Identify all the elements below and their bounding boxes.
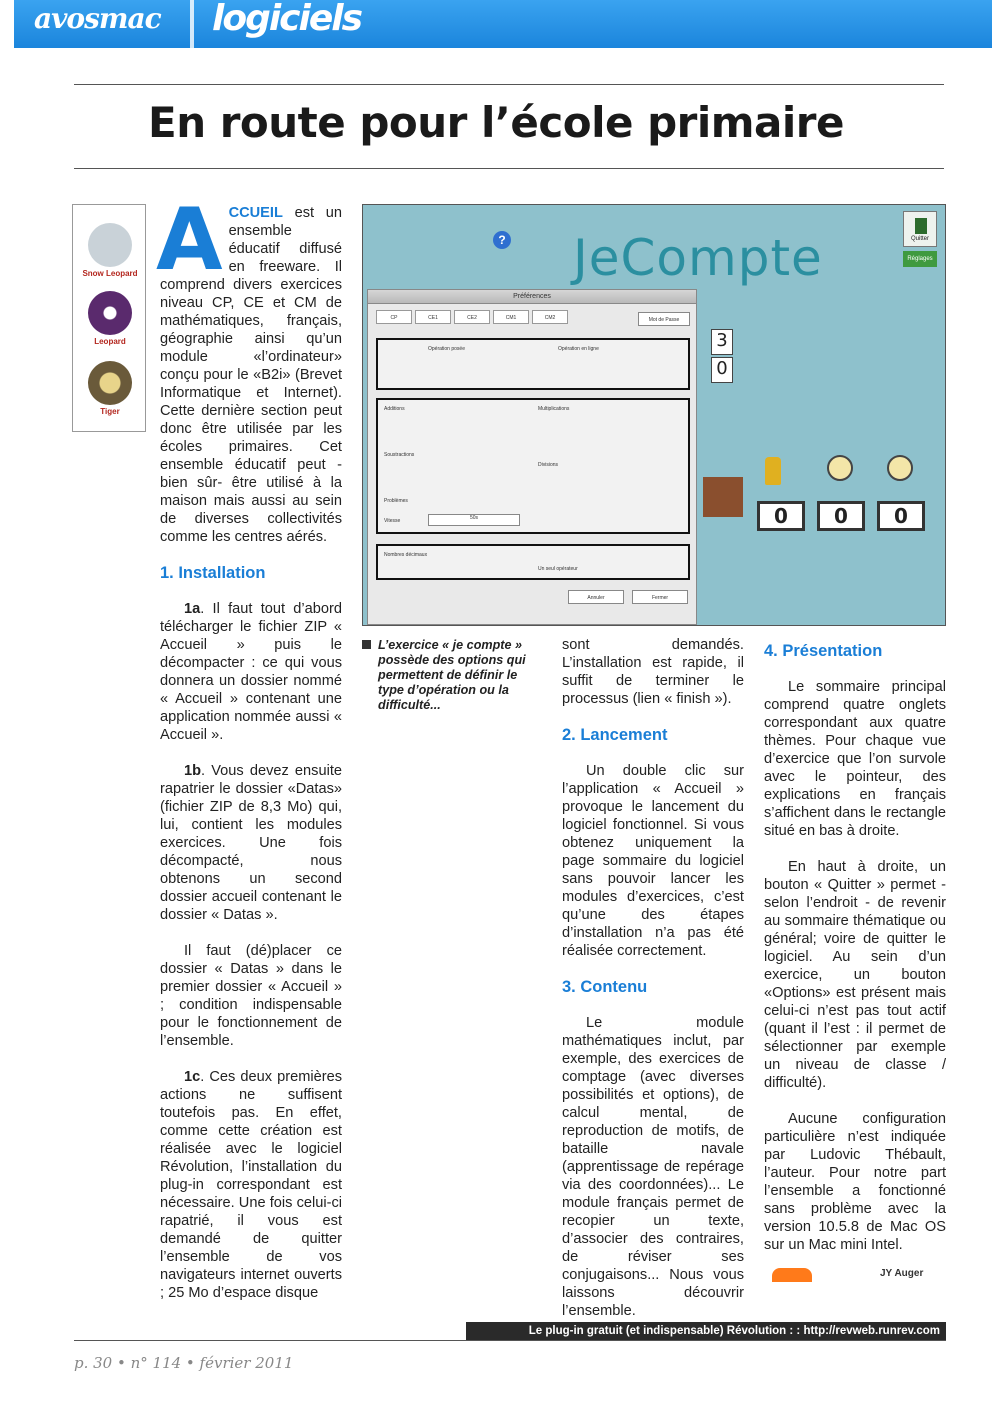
tab-ce2[interactable]: CE2 bbox=[454, 310, 490, 324]
drop-cap: A bbox=[156, 190, 223, 290]
os-compatibility-box bbox=[72, 204, 146, 432]
leopard-icon bbox=[88, 291, 132, 335]
step-key: 1a bbox=[184, 601, 201, 617]
vitesse-select[interactable]: 50s bbox=[428, 514, 520, 526]
operation-ligne-radio[interactable]: Opération en ligne bbox=[558, 346, 599, 352]
tab-cp[interactable]: CP bbox=[376, 310, 412, 324]
tab-cm1[interactable]: CM1 bbox=[493, 310, 529, 324]
divisions-checkbox[interactable]: Divisions bbox=[538, 462, 559, 468]
figure-caption: L’exercice « je compte » possède des options qui permettent de définir le type d’opération ou la difficulté... bbox=[378, 638, 526, 712]
paragraph-move-datas: Il faut (dé)placer ce dossier « Datas » dans le premier dossier « Accueil » ; condition indispensable pour le fonctionnement de l’ensemble. bbox=[160, 943, 342, 1049]
face-icon bbox=[887, 455, 913, 481]
settings-button[interactable]: Réglages bbox=[903, 251, 937, 267]
paragraph-1a bbox=[160, 600, 342, 744]
step-text: . Vous devez ensuite rapatrier le dossier «Datas» (fichier ZIP de 8,3 Mo) qui, lui, contient les modules exercices. Une fois décompacté, nous obtenons un second dossier accueil contenant le dossier « Datas ». bbox=[160, 763, 342, 923]
intro-paragraph bbox=[156, 190, 342, 546]
score-counter: 0 bbox=[757, 501, 805, 531]
digit-bottom: 0 bbox=[711, 357, 733, 383]
badge-snow-leopard bbox=[78, 223, 142, 278]
step-text: . Ces deux premières actions ne suffisent toutefois pas. En effet, comme cette création est réalisée avec le logiciel Révolution, l’installation du plug-in correspondant est nécessaire. Une fois celui-ci rapatrié, il vous est demandé de quitter l’ensemble de vos navigateurs internet ouverts ; 25 Mo d’espace disque bbox=[160, 1069, 342, 1301]
section-banner bbox=[14, 0, 992, 48]
step-text: . Il faut tout d’abord télécharger le fichier ZIP « Accueil » puis le décompacter : ce qui vous donnera un dossier nommé « Accueil » contenant une application nommée aussi « Accueil ». bbox=[160, 601, 342, 743]
badge-label: Leopard bbox=[94, 337, 126, 346]
tab-cm2[interactable]: CM2 bbox=[532, 310, 568, 324]
digit-top: 3 bbox=[711, 329, 733, 355]
tiger-icon bbox=[88, 361, 132, 405]
preferences-dialog bbox=[367, 289, 697, 625]
score-counter: 0 bbox=[817, 501, 865, 531]
operation-type-box bbox=[376, 338, 690, 390]
un-seul-operateur-checkbox[interactable]: Un seul opérateur bbox=[538, 566, 578, 572]
page-folio: p. 30 • n° 114 • février 2011 bbox=[74, 1354, 294, 1372]
quit-button[interactable] bbox=[903, 211, 937, 247]
paragraph-presentation-2: En haut à droite, un bouton « Quitter » permet - selon l’endroit - de revenir au sommaire thématique ou général; voire de quitter le logiciel. Au sein d’un exercice, un bouton «Options» est présent mais celui-ci n’est pas tout actif (quant il l’est : il permet de sélectionner par exemple un niveau de classe / difficulté). bbox=[764, 859, 946, 1091]
article-title: En route pour l’école primaire bbox=[148, 98, 844, 147]
footer-plugin-link[interactable]: Le plug-in gratuit (et indispensable) Révolution : : http://revweb.runrev.com bbox=[466, 1322, 946, 1340]
quit-label: Quitter bbox=[910, 236, 929, 242]
lead-word: CCUEIL bbox=[228, 205, 283, 221]
operation-posee-radio[interactable]: Opération posée bbox=[428, 346, 465, 352]
options-box bbox=[376, 544, 690, 580]
heading-contenu: 3. Contenu bbox=[562, 978, 648, 996]
dialog-titlebar: Préférences bbox=[368, 290, 696, 304]
banner-divider bbox=[190, 0, 194, 48]
paragraph-1b bbox=[160, 762, 342, 924]
nombres-decimaux-checkbox[interactable]: Nombres décimaux bbox=[384, 552, 428, 558]
heading-lancement: 2. Lancement bbox=[562, 726, 668, 744]
paragraph-presentation-3: Aucune configuration particulière n’est indiquée par Ludovic Thébault, l’auteur. Pour notre part l’ensemble a fonctionné sans problème avec la version 10.5.8 de Mac OS sur un Mac mini Intel. bbox=[764, 1111, 946, 1253]
trophy-icon bbox=[765, 457, 781, 485]
article-column-3 bbox=[562, 636, 744, 1338]
password-button[interactable]: Mot de Passe bbox=[638, 312, 690, 326]
paragraph-lancement: Un double clic sur l’application « Accueil » provoque le lancement du logiciel fonctionnel. Si vous obtenez uniquement la page sommaire du logiciel sans pouvoir lancer les modules d’exercices, c’est qu’une des étapes d’installation n’a pas été réalisée correctement. bbox=[562, 763, 744, 959]
multiplications-checkbox[interactable]: Multiplications bbox=[538, 406, 570, 412]
answer-box bbox=[703, 477, 743, 517]
score-counter: 0 bbox=[877, 501, 925, 531]
intro-text: est un ensemble éducatif diffusé en freeware. Il comprend divers exercices niveau CP, CE et CM de mathématiques, français, géographie ainsi qu’un module «l’ordinateur» conçu pour le «B2i» (Brevet Informatique et Internet). Cette dernière section peut donc être utilisée par les écoles primaires. Cet ensemble éducatif peut -bien sûr- être utilisé à la maison mais aussi au sein de diverses collectivités comme les centres aérés. bbox=[160, 205, 342, 545]
app-screenshot bbox=[362, 204, 946, 626]
step-key: 1b bbox=[184, 763, 202, 779]
paragraph-contenu: Le module mathématiques inclut, par exemple, des exercices de comptage (avec diverses possibilités et options), de calcul mental, de reproduction de motifs, de bataille navale (apprentissage de repérage via des coordonnées)... Le module français permet de recopier un texte, d’associer des contraires, de réviser ses conjugaisons... Nous vous laissons découvrir l’ensemble. bbox=[562, 1015, 744, 1319]
soustractions-checkbox[interactable]: Soustractions bbox=[384, 452, 415, 458]
step-key: 1c bbox=[184, 1069, 201, 1085]
heading-presentation: 4. Présentation bbox=[764, 642, 883, 660]
cancel-button[interactable]: Annuler bbox=[568, 590, 624, 604]
caption-bullet bbox=[362, 640, 371, 649]
magazine-logo-icon bbox=[772, 1268, 812, 1282]
title-rule bbox=[74, 168, 944, 169]
badge-label: Tiger bbox=[100, 407, 120, 416]
operations-box bbox=[376, 398, 690, 534]
article-column-4 bbox=[764, 636, 946, 1272]
article-column-1 bbox=[156, 190, 342, 1320]
badge-leopard bbox=[78, 291, 142, 346]
level-tabs bbox=[376, 310, 571, 324]
badge-tiger bbox=[78, 361, 142, 416]
problemes-checkbox[interactable]: Problèmes bbox=[384, 498, 408, 504]
vitesse-label: Vitesse bbox=[384, 518, 401, 524]
tab-ce1[interactable]: CE1 bbox=[415, 310, 451, 324]
paragraph-presentation-1: Le sommaire principal comprend quatre onglets correspondant aux quatre thèmes. Pour chaque vue d’exercice que l’on survole avec le pointeur, des explications en français s’affichent dans le rectangle situé en bas à droite. bbox=[764, 679, 946, 839]
paragraph-1c bbox=[160, 1068, 342, 1302]
paragraph-install-end: sont demandés. L’installation est rapide, il suffit de terminer le processus (lien « finish »). bbox=[562, 637, 744, 707]
app-title: JeCompte bbox=[573, 229, 823, 287]
author-signature: JY Auger bbox=[880, 1268, 924, 1279]
top-rule bbox=[74, 84, 944, 85]
snow-leopard-icon bbox=[88, 223, 132, 267]
section-name: logiciels bbox=[212, 0, 362, 39]
help-icon: ? bbox=[493, 231, 511, 249]
face-icon bbox=[827, 455, 853, 481]
close-button[interactable]: Fermer bbox=[632, 590, 688, 604]
heading-installation: 1. Installation bbox=[160, 564, 266, 582]
footer-rule bbox=[74, 1340, 946, 1341]
additions-checkbox[interactable]: Additions bbox=[384, 406, 405, 412]
badge-label: Snow Leopard bbox=[82, 269, 138, 278]
brand-logo: avosmac bbox=[34, 2, 161, 35]
